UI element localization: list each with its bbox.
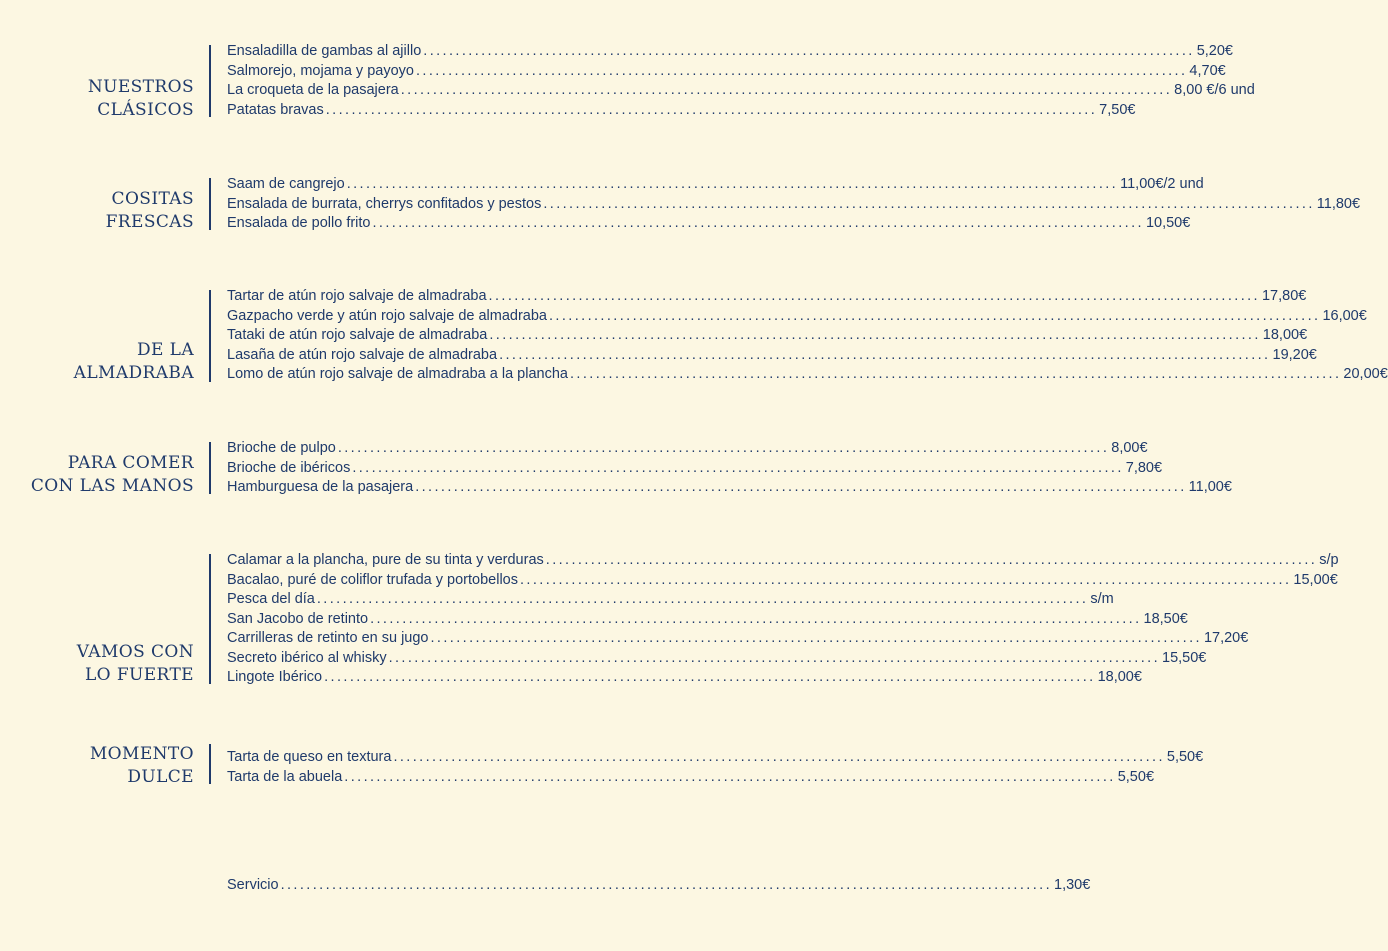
item-price: 18,50€	[1143, 610, 1188, 627]
menu-item	[227, 62, 1226, 82]
item-price: 15,00€	[1293, 571, 1338, 588]
dot-leader: ........................................................................................................................	[316, 591, 1089, 607]
menu-item	[227, 287, 1307, 307]
item-price: 5,20€	[1196, 43, 1233, 59]
menu-item	[227, 214, 1191, 234]
item-price: 4,70€	[1189, 62, 1226, 79]
dot-leader: ........................................................................................................................	[393, 749, 1165, 765]
divider	[209, 554, 211, 684]
item-price: 18,00€	[1262, 327, 1308, 343]
item-price: 10,50€	[1145, 215, 1191, 231]
item-price: 20,00€	[1343, 366, 1388, 382]
item-name: Calamar a la plancha, pure de su tinta y verduras	[227, 552, 544, 568]
dot-leader: ........................................................................................................................	[388, 649, 1161, 666]
menu-item	[227, 175, 1204, 195]
menu-item	[227, 668, 1142, 688]
item-price: s/m	[1090, 591, 1114, 607]
dot-leader: ........................................................................................................................	[519, 571, 1292, 588]
item-list	[227, 439, 1232, 498]
section-title: NUESTROS CLÁSICOS	[87, 77, 194, 120]
section-title: DE LA ALMADRABA	[73, 340, 194, 383]
divider	[209, 442, 211, 494]
menu-item	[227, 42, 1233, 62]
dot-leader: ........................................................................................................................	[415, 62, 1188, 79]
item-name: Brioche de pulpo	[227, 440, 336, 456]
item-name: Tarta de la abuela	[227, 768, 343, 785]
divider	[209, 45, 211, 117]
dot-leader: ........................................................................................................................	[488, 288, 1260, 304]
dot-leader: ........................................................................................................................	[324, 669, 1096, 685]
dot-leader: ........................................................................................................................	[499, 346, 1271, 363]
menu-item	[227, 748, 1204, 768]
dot-leader: ........................................................................................................................	[489, 327, 1261, 343]
item-list	[227, 876, 1091, 896]
item-name: Tataki de atún rojo salvaje de almadraba	[227, 327, 488, 343]
menu-item	[227, 326, 1308, 346]
menu-item	[227, 81, 1255, 101]
item-name: Tartar de atún rojo salvaje de almadraba	[227, 288, 487, 304]
section-title: PARA COMER CON LAS MANOS	[30, 453, 194, 496]
item-price: 7,80€	[1125, 459, 1163, 476]
section-title: COSITAS FRESCAS	[105, 189, 194, 232]
item-price: 19,20€	[1272, 346, 1317, 363]
item-name: Salmorejo, mojama y payoyo	[227, 62, 414, 79]
item-price: 17,20€	[1203, 630, 1249, 646]
item-name: Ensaladilla de gambas al ajillo	[227, 43, 422, 59]
menu-item	[227, 195, 1361, 215]
dot-leader: ........................................................................................................................	[346, 176, 1119, 192]
item-list	[227, 175, 1361, 234]
item-price: 7,50€	[1099, 101, 1136, 118]
item-name: Secreto ibérico al whisky	[227, 649, 387, 666]
item-name: Gazpacho verde y atún rojo salvaje de almadraba	[227, 307, 547, 324]
dot-leader: ........................................................................................................................	[370, 610, 1142, 627]
item-list	[227, 551, 1339, 688]
item-price: 11,80€	[1316, 195, 1361, 212]
item-name: Lomo de atún rojo salvaje de almadraba a la plancha	[227, 366, 568, 382]
item-name: Carrilleras de retinto en su jugo	[227, 630, 429, 646]
item-price: 16,00€	[1322, 307, 1367, 324]
dot-leader: ........................................................................................................................	[325, 101, 1098, 118]
item-name: Lasaña de atún rojo salvaje de almadraba	[227, 346, 498, 363]
item-price: 15,50€	[1162, 649, 1207, 666]
item-price: s/p	[1319, 552, 1339, 568]
menu-item	[227, 307, 1367, 327]
item-name: San Jacobo de retinto	[227, 610, 369, 627]
menu-item	[227, 439, 1148, 459]
item-price: 1,30€	[1054, 877, 1091, 893]
item-name: Brioche de ibéricos	[227, 459, 351, 476]
dot-leader: ........................................................................................................................	[280, 877, 1053, 893]
item-price: 18,00€	[1097, 669, 1142, 685]
divider	[209, 744, 211, 784]
menu-item	[227, 571, 1338, 591]
item-name: La croqueta de la pasajera	[227, 82, 399, 98]
dot-leader: ........................................................................................................................	[423, 43, 1195, 59]
service-item	[227, 876, 1091, 896]
item-price: 11,00€	[1188, 479, 1232, 495]
dot-leader: ........................................................................................................................	[344, 768, 1116, 785]
dot-leader: ........................................................................................................................	[337, 440, 1110, 456]
item-list	[227, 42, 1255, 120]
item-name: Hamburguesa de la pasajera	[227, 479, 414, 495]
item-list	[227, 748, 1204, 787]
item-name: Pesca del día	[227, 591, 315, 607]
menu-item	[227, 551, 1339, 571]
divider	[209, 290, 211, 382]
menu-item	[227, 610, 1188, 630]
section-title: VAMOS CON LO FUERTE	[76, 642, 194, 685]
dot-leader: ........................................................................................................................	[352, 459, 1124, 476]
menu-item	[227, 365, 1388, 385]
item-price: 17,80€	[1261, 288, 1307, 304]
item-price: 8,00€	[1111, 440, 1148, 456]
menu-item	[227, 629, 1249, 649]
menu-item	[227, 478, 1232, 498]
item-name: Lingote Ibérico	[227, 669, 323, 685]
divider	[209, 178, 211, 230]
menu-item	[227, 101, 1136, 121]
dot-leader: ........................................................................................................................	[372, 215, 1144, 231]
menu-item	[227, 346, 1317, 366]
item-price: 5,50€	[1166, 749, 1204, 765]
item-name: Tarta de queso en textura	[227, 749, 392, 765]
dot-leader: ........................................................................................................................	[569, 366, 1342, 382]
dot-leader: ........................................................................................................................	[543, 195, 1315, 212]
dot-leader: ........................................................................................................................	[415, 479, 1187, 495]
menu-item	[227, 459, 1163, 479]
item-name: Bacalao, puré de coliflor trufada y portobellos	[227, 571, 518, 588]
dot-leader: ........................................................................................................................	[545, 552, 1318, 568]
dot-leader: ........................................................................................................................	[430, 630, 1202, 646]
item-price: 8,00 €/6 und	[1174, 82, 1255, 98]
menu-item	[227, 768, 1155, 788]
menu-item	[227, 590, 1114, 610]
item-price: 11,00€/2 und	[1120, 176, 1204, 192]
item-name: Saam de cangrejo	[227, 176, 345, 192]
item-name: Servicio	[227, 877, 279, 893]
item-name: Patatas bravas	[227, 101, 324, 118]
item-name: Ensalada de pollo frito	[227, 215, 371, 231]
item-list	[227, 287, 1388, 385]
dot-leader: ........................................................................................................................	[400, 82, 1173, 98]
section-title: MOMENTO DULCE	[89, 744, 194, 787]
menu-item	[227, 649, 1207, 669]
dot-leader: ........................................................................................................................	[549, 307, 1321, 324]
item-name: Ensalada de burrata, cherrys confitados y pestos	[227, 195, 542, 212]
item-price: 5,50€	[1117, 768, 1155, 785]
